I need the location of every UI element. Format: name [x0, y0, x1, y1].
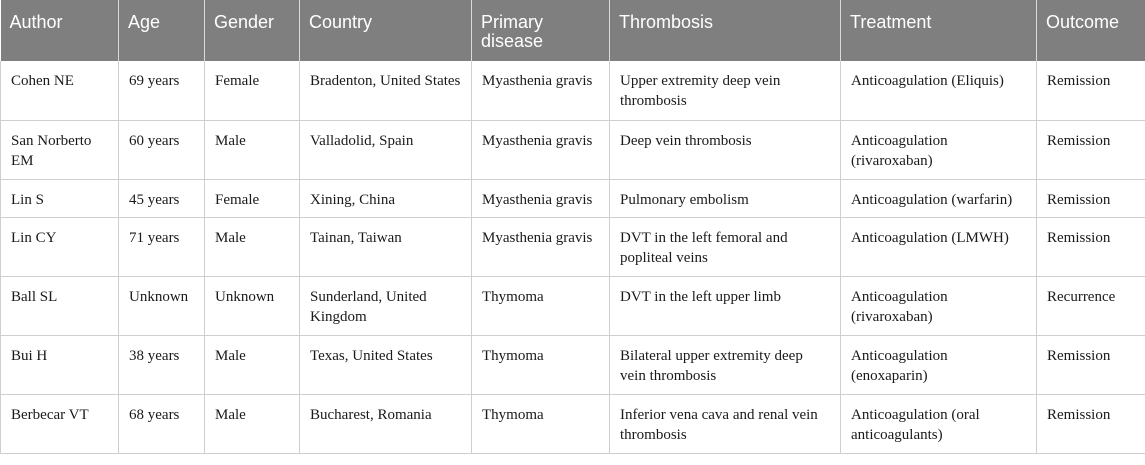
cell-primary-disease: Myasthenia gravis	[472, 120, 610, 179]
table-row	[1, 217, 1145, 276]
cell-age: 60 years	[119, 120, 205, 179]
cell-outcome: Remission	[1037, 61, 1145, 120]
cell-gender: Female	[205, 179, 300, 217]
cell-primary-disease: Thymoma	[472, 335, 610, 394]
cell-country: Sunderland, United Kingdom	[300, 276, 472, 335]
header-thrombosis: Thrombosis	[610, 0, 841, 61]
cell-outcome: Remission	[1037, 179, 1145, 217]
header-primary-disease: Primary disease	[472, 0, 610, 61]
cell-age: Unknown	[119, 276, 205, 335]
cell-primary-disease: Thymoma	[472, 394, 610, 453]
cell-age: 71 years	[119, 217, 205, 276]
cell-outcome: Recurrence	[1037, 276, 1145, 335]
cell-country: Tainan, Taiwan	[300, 217, 472, 276]
table-row	[1, 335, 1145, 394]
cell-age: 38 years	[119, 335, 205, 394]
cell-gender: Male	[205, 335, 300, 394]
table-row	[1, 120, 1145, 179]
header-gender: Gender	[205, 0, 300, 61]
cell-author: Ball SL	[1, 276, 119, 335]
cell-gender: Male	[205, 394, 300, 453]
cell-outcome: Remission	[1037, 217, 1145, 276]
cell-primary-disease: Thymoma	[472, 276, 610, 335]
cell-gender: Male	[205, 120, 300, 179]
header-country: Country	[300, 0, 472, 61]
cell-country: Bucharest, Romania	[300, 394, 472, 453]
cell-age: 45 years	[119, 179, 205, 217]
cell-thrombosis: DVT in the left upper limb	[610, 276, 841, 335]
table-row	[1, 61, 1145, 120]
cell-country: Xining, China	[300, 179, 472, 217]
cell-treatment: Anticoagulation (enoxaparin)	[841, 335, 1037, 394]
cell-country: Valladolid, Spain	[300, 120, 472, 179]
cell-gender: Female	[205, 61, 300, 120]
cell-treatment: Anticoagulation (warfarin)	[841, 179, 1037, 217]
cell-author: Bui H	[1, 335, 119, 394]
cell-treatment: Anticoagulation (LMWH)	[841, 217, 1037, 276]
cell-thrombosis: Upper extremity deep vein thrombosis	[610, 61, 841, 120]
cell-author: Berbecar VT	[1, 394, 119, 453]
cell-gender: Male	[205, 217, 300, 276]
cell-author: Lin S	[1, 179, 119, 217]
cell-thrombosis: DVT in the left femoral and popliteal veins	[610, 217, 841, 276]
cell-thrombosis: Bilateral upper extremity deep vein thrombosis	[610, 335, 841, 394]
cell-outcome: Remission	[1037, 394, 1145, 453]
cell-thrombosis: Pulmonary embolism	[610, 179, 841, 217]
cell-thrombosis: Inferior vena cava and renal vein thrombosis	[610, 394, 841, 453]
cell-treatment: Anticoagulation (rivaroxaban)	[841, 276, 1037, 335]
cell-country: Bradenton, United States	[300, 61, 472, 120]
cell-primary-disease: Myasthenia gravis	[472, 179, 610, 217]
cell-treatment: Anticoagulation (rivaroxaban)	[841, 120, 1037, 179]
cell-outcome: Remission	[1037, 120, 1145, 179]
header-outcome: Outcome	[1037, 0, 1145, 61]
cell-outcome: Remission	[1037, 335, 1145, 394]
header-age: Age	[119, 0, 205, 61]
cell-treatment: Anticoagulation (Eliquis)	[841, 61, 1037, 120]
table-row	[1, 276, 1145, 335]
cell-treatment: Anticoagulation (oral anticoagulants)	[841, 394, 1037, 453]
cell-gender: Unknown	[205, 276, 300, 335]
table-row	[1, 179, 1145, 217]
header-author: Author	[1, 0, 119, 61]
cell-author: San Norberto EM	[1, 120, 119, 179]
cell-author: Lin CY	[1, 217, 119, 276]
header-treatment: Treatment	[841, 0, 1037, 61]
header-row	[1, 0, 1145, 61]
cell-country: Texas, United States	[300, 335, 472, 394]
table-row	[1, 394, 1145, 453]
cell-author: Cohen NE	[1, 61, 119, 120]
cell-primary-disease: Myasthenia gravis	[472, 61, 610, 120]
cell-thrombosis: Deep vein thrombosis	[610, 120, 841, 179]
cell-primary-disease: Myasthenia gravis	[472, 217, 610, 276]
cell-age: 69 years	[119, 61, 205, 120]
cell-age: 68 years	[119, 394, 205, 453]
